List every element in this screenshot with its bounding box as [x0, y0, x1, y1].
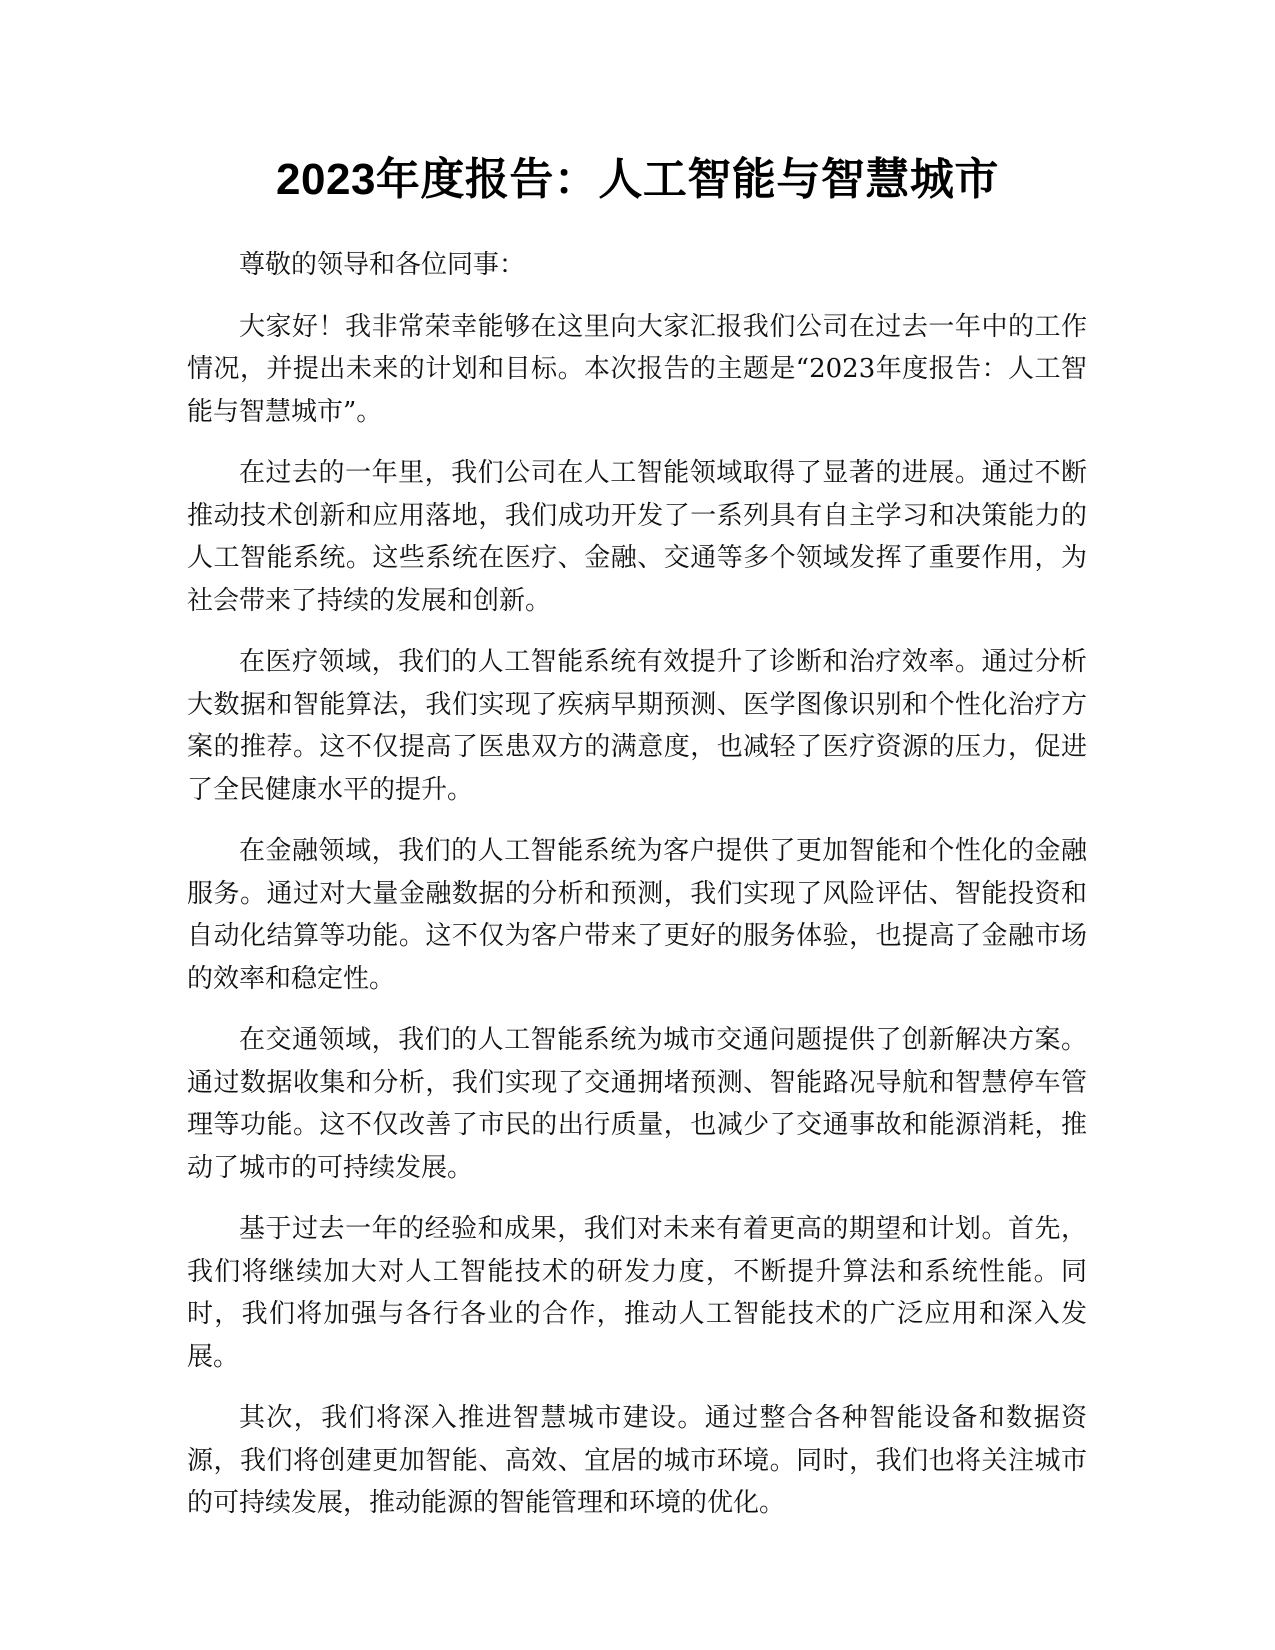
document-body	[187, 244, 1087, 1544]
paragraph-salutation: 尊敬的领导和各位同事：	[239, 250, 526, 280]
paragraph-ai-progress: 在过去的一年里，我们公司在人工智能领域取得了显著的进展。通过不断推动技术创新和应用落地，我们成功开发了一系列具有自主学习和决策能力的人工智能系统。这些系统在医疗、金融、交通等多个领域发挥了重要作用，为社会带来了持续的发展和创新。	[187, 458, 1087, 616]
paragraph-smart-city: 其次，我们将深入推进智慧城市建设。通过整合各种智能设备和数据资源，我们将创建更加智能、高效、宜居的城市环境。同时，我们也将关注城市的可持续发展，推动能源的智能管理和环境的优化。	[187, 1403, 1087, 1518]
paragraph-future-plan: 基于过去一年的经验和成果，我们对未来有着更高的期望和计划。首先，我们将继续加大对人工智能技术的研发力度，不断提升算法和系统性能。同时，我们将加强与各行各业的合作，推动人工智能技术的广泛应用和深入发展。	[187, 1214, 1087, 1372]
paragraph-greeting: 大家好！我非常荣幸能够在这里向大家汇报我们公司在过去一年中的工作情况，并提出未来的计划和目标。本次报告的主题是“2023年度报告：人工智能与智慧城市”。	[187, 311, 1087, 427]
document-title: 2023年度报告：人工智能与智慧城市	[276, 155, 999, 204]
paragraph-transport: 在交通领域，我们的人工智能系统为城市交通问题提供了创新解决方案。通过数据收集和分析，我们实现了交通拥堵预测、智能路况导航和智慧停车管理等功能。这不仅改善了市民的出行质量，也减少了交通事故和能源消耗，推动了城市的可持续发展。	[187, 1025, 1087, 1183]
paragraph-finance: 在金融领域，我们的人工智能系统为客户提供了更加智能和个性化的金融服务。通过对大量金融数据的分析和预测，我们实现了风险评估、智能投资和自动化结算等功能。这不仅为客户带来了更好的服务体验，也提高了金融市场的效率和稳定性。	[187, 836, 1087, 994]
paragraph-medical: 在医疗领域，我们的人工智能系统有效提升了诊断和治疗效率。通过分析大数据和智能算法，我们实现了疾病早期预测、医学图像识别和个性化治疗方案的推荐。这不仅提高了医患双方的满意度，也减轻了医疗资源的压力，促进了全民健康水平的提升。	[187, 647, 1087, 805]
